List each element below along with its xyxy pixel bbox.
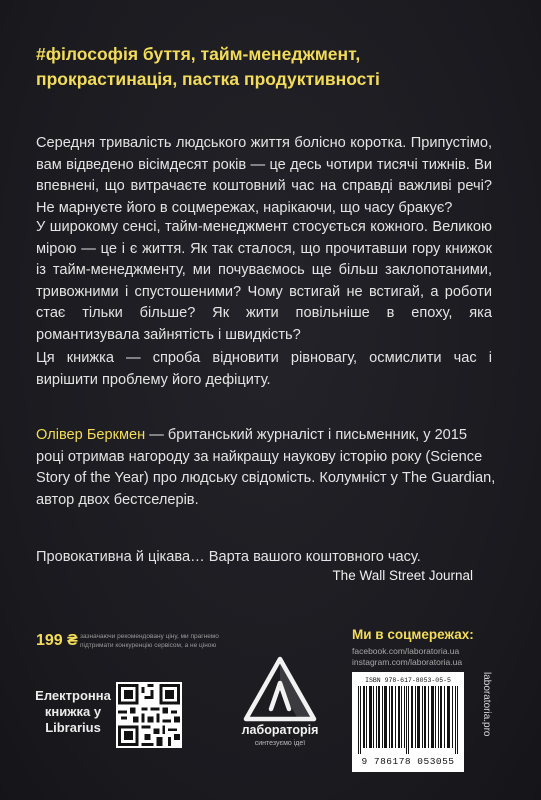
social-title: Ми в соцмережах: — [352, 627, 474, 642]
review-quote: Провокативна й цікава… Варта вашого коштовного часу. — [36, 549, 421, 565]
social-link-facebook[interactable]: facebook.com/laboratoria.ua — [352, 646, 460, 656]
description-paragraph: У широкому сенсі, тайм-менеджмент стосується кожного. Великою мірою — це і є життя. Як так сталося, що прочитавши гору книжок із тайм-менеджменту, ми почуваємось ще більш заклопотаними, тривожними і спустошеними? Чому встигай не встигай, а роботи стає тільки більше? Як жити повільніше в епоху, яка романтизувала зайнятість і швидкість? — [36, 219, 492, 343]
social-link-instagram[interactable]: instagram.com/laboratoria.ua — [352, 657, 463, 667]
author-bio-text: — британський журналіст і письменник, у 2015 році отримав нагороду за найкращу наукову історію року (Science Story of the Year) про людську свідомість. Колумніст у The Guardian, автор двох бестселерів. — [36, 427, 496, 508]
publisher-site[interactable]: laboratoria.pro — [481, 672, 492, 737]
qr-code-icon[interactable] — [116, 682, 182, 748]
description-paragraph: Ця книжка — спроба відновити рівновагу, осмислити час і вирішити проблему його дефіциту. — [36, 350, 492, 388]
barcode-icon — [358, 686, 458, 754]
review-source: The Wall Street Journal — [332, 568, 473, 583]
publisher-tagline: синтезуємо ідеї — [254, 740, 306, 747]
author-name: Олівер Беркмен — [36, 427, 146, 443]
description-paragraph: Середня тривалість людського життя болісно коротка. Припустімо, вам відведено вісімдесят років — це десь чотири тисячі тижнів. Ви впевнені, що витрачаєте коштовний час на справді важливі речі? Не марнуєте його в соцмережах, нарікаючи, що часу бракує? — [36, 135, 492, 216]
price-note: зазначаючи рекомендовану ціну, ми прагнемо підтримати конкуренцію сервісом, а не ціною — [80, 633, 219, 649]
isbn-top-text: ISBN 978-617-8053-05-5 — [365, 677, 451, 684]
price: 199 ₴ — [36, 632, 78, 649]
publisher-name: лабораторія — [241, 723, 319, 737]
author-bio — [36, 425, 496, 511]
isbn-number: 9 786178 053055 — [361, 756, 455, 767]
topic-tags: #філософія буття, тайм-менеджмент, прокрастинація, пастка продуктивності — [36, 44, 380, 89]
isbn-barcode — [352, 672, 464, 772]
ebook-label: Електронна книжка у Librarius — [35, 688, 111, 735]
